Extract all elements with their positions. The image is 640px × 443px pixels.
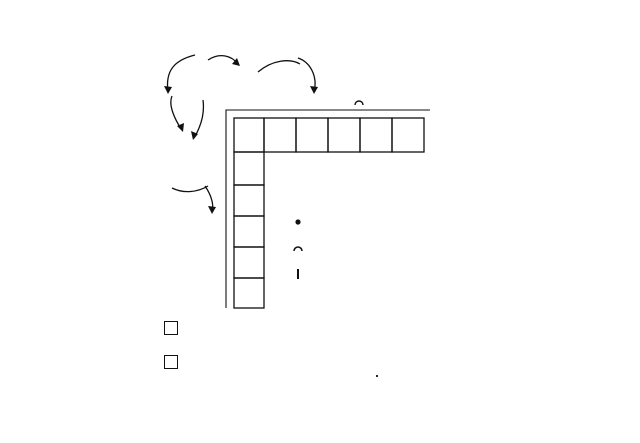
grid-cell bbox=[296, 118, 328, 152]
filled-cell-legend bbox=[164, 351, 184, 373]
stray-dot bbox=[376, 375, 378, 377]
vertical-line-icon bbox=[292, 268, 304, 280]
legend-item-slip bbox=[292, 238, 310, 258]
grid-cell bbox=[392, 118, 424, 152]
slip-stitch-arc-icon bbox=[355, 101, 363, 105]
arrow-heads bbox=[164, 58, 318, 214]
grid-cell bbox=[234, 278, 264, 308]
grid-cell bbox=[328, 118, 360, 152]
grid-cell bbox=[264, 118, 296, 152]
grid-cell bbox=[234, 216, 264, 247]
arrow-icon bbox=[194, 100, 203, 138]
dot-icon bbox=[292, 218, 304, 226]
grid-cell bbox=[234, 152, 264, 185]
grid-cell bbox=[234, 185, 264, 216]
arrow-icon bbox=[167, 55, 195, 92]
arrowhead-icon bbox=[164, 86, 172, 94]
empty-cell-icon bbox=[164, 321, 178, 335]
arrowhead-icon bbox=[208, 206, 216, 214]
grid-cell bbox=[234, 247, 264, 278]
legend-item-sc bbox=[292, 264, 310, 284]
direction-arrows bbox=[167, 55, 315, 212]
filled-cell-icon bbox=[164, 355, 178, 369]
arc-icon bbox=[292, 244, 304, 252]
grid-cell bbox=[360, 118, 392, 152]
legend-item-chain bbox=[292, 212, 310, 232]
empty-cell-legend bbox=[164, 317, 184, 339]
arrowhead-icon bbox=[310, 86, 318, 94]
grid-cell bbox=[234, 118, 264, 152]
arrow-icon bbox=[258, 61, 300, 72]
arrow-icon bbox=[172, 186, 208, 192]
corner-grid bbox=[226, 110, 430, 308]
